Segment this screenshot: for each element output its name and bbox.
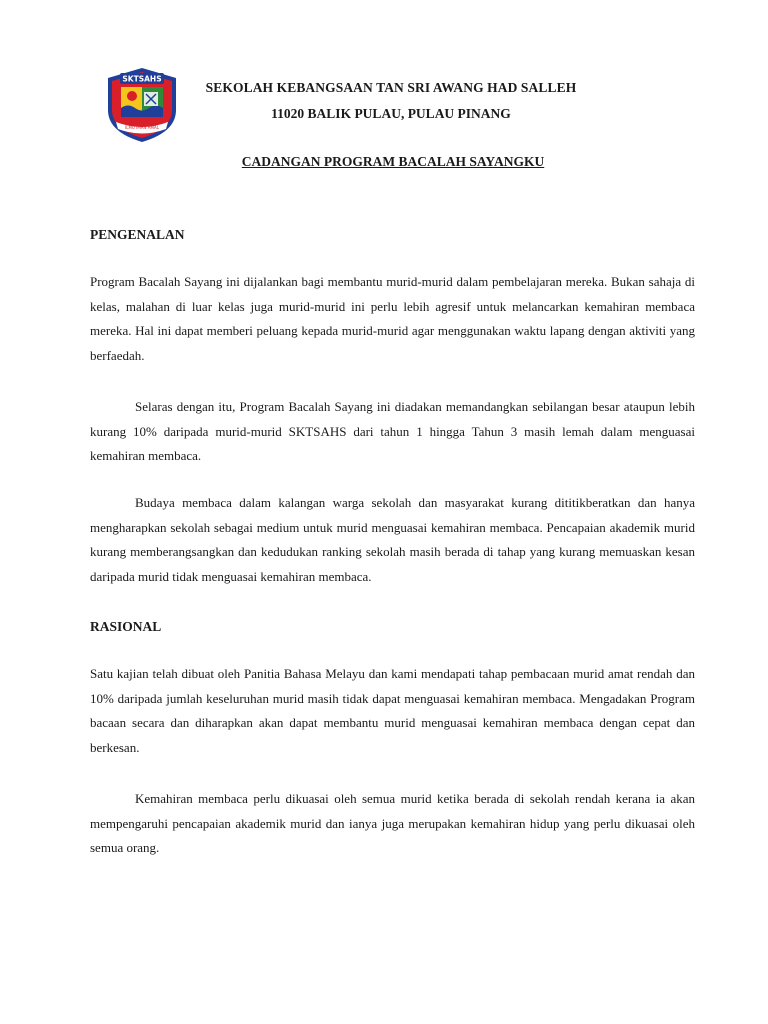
paragraph-pengenalan-2: Selaras dengan itu, Program Bacalah Sayang ini diadakan memandangkan sebilangan besar ataupun lebih kurang 10% daripada murid-murid SKTSAHS dari tahun 1 hingga Tahun 3 masih lemah dalam menguasai kemahiran membaca. <box>90 399 695 464</box>
document-title: CADANGAN PROGRAM BACALAH SAYANGKU <box>241 154 545 169</box>
paragraph-rasional-2: Kemahiran membaca perlu dikuasai oleh semua murid ketika berada di sekolah rendah kerana ia akan mempengaruhi pencapaian akademik murid dan ianya juga merupakan kemahiran hidup yang perlu dikuasai oleh semua orang. <box>90 791 695 856</box>
paragraph-pengenalan-3: Budaya membaca dalam kalangan warga sekolah dan masyarakat kurang dititikberatkan dan hanya mengharapkan sekolah sebagai medium untuk murid menguasai kemahiran membaca. Pencapaian akademik murid kurang memberangsangkan dan kedudukan ranking sekolah masih berada di tahap yang kurang memuaskan kesan daripada murid tidak menguasai kemahiran membaca. <box>90 495 695 585</box>
school-crest-logo <box>106 66 178 144</box>
section-heading-rasional: RASIONAL <box>90 619 162 634</box>
logo-banner-text: SKTSAHS <box>122 74 162 84</box>
paragraph-rasional-1: Satu kajian telah dibuat oleh Panitia Bahasa Melayu dan kami mendapati tahap pembacaan murid amat rendah dan 10% daripada jumlah keseluruhan murid masih tidak dapat menguasai kemahiran membaca. Mengadakan Program bacaan secara dan diharapkan akan dapat membantu murid menguasai kemahiran membaca dengan cepat dan berkesan. <box>90 666 695 756</box>
school-address: 11020 BALIK PULAU, PULAU PINANG <box>271 106 511 121</box>
school-name: SEKOLAH KEBANGSAAN TAN SRI AWANG HAD SALLEH <box>205 80 577 95</box>
logo-motto-text: ILMU IMAN AMAL <box>125 125 159 130</box>
paragraph-pengenalan-1: Program Bacalah Sayang ini dijalankan bagi membantu murid-murid dalam pembelajaran mereka. Bukan sahaja di kelas, malahan di luar kelas juga murid-murid ini perlu lebih agresif untuk melancarkan kemahiran membaca mereka. Hal ini dapat memberi peluang kepada murid-murid agar menggunakan waktu lapang dengan aktiviti yang berfaedah. <box>90 274 695 364</box>
section-heading-pengenalan: PENGENALAN <box>90 227 185 242</box>
